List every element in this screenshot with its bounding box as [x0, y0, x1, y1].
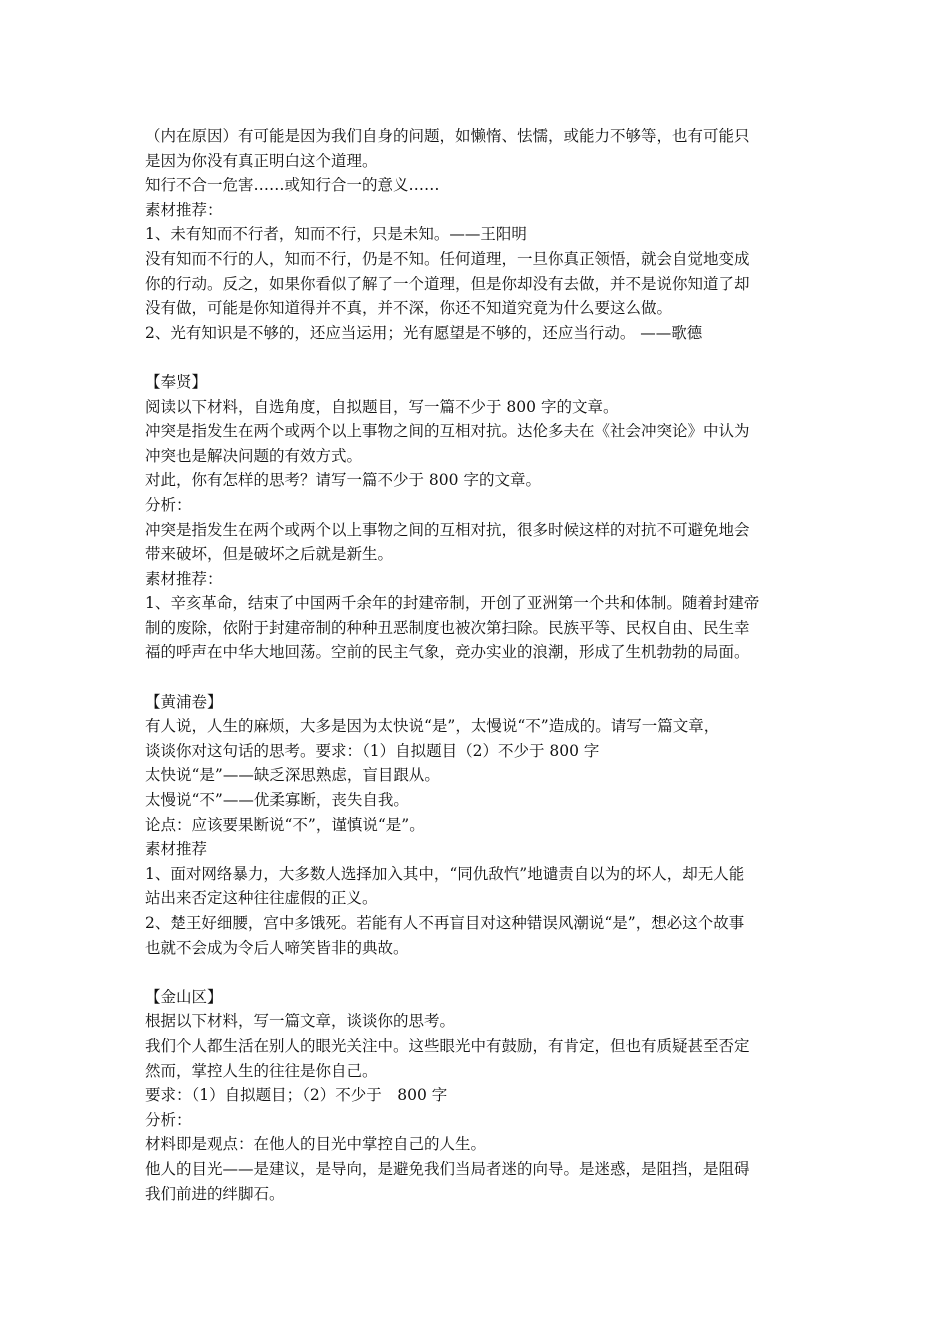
paragraph-line: （内在原因）有可能是因为我们自身的问题，如懒惰、怯懦，或能力不够等，也有可能只	[145, 127, 750, 145]
paragraph-line: 冲突是指发生在两个或两个以上事物之间的互相对抗，很多时候这样的对抗不可避免地会	[145, 520, 750, 539]
paragraph-line: 太慢说“不”——优柔寡断，丧失自我。	[145, 791, 409, 810]
paragraph-line: 没有知而不行的人，知而不行，仍是不知。任何道理，一旦你真正领悟，就会自觉地变成	[145, 249, 750, 268]
paragraph-line: 然而，掌控人生的往往是你自己。	[145, 1061, 378, 1080]
paragraph-line: 是因为你没有真正明白这个道理。	[145, 151, 378, 170]
paragraph-line: 我们前进的绊脚石。	[145, 1184, 285, 1203]
paragraph-line: 要求：（1）自拟题目；（2）不少于 800 字	[145, 1086, 448, 1105]
paragraph-line: 素材推荐：	[145, 200, 223, 219]
blank-line	[145, 665, 810, 690]
paragraph-line: 冲突也是解决问题的有效方式。	[145, 446, 363, 465]
paragraph-line: 福的呼声在中华大地回荡。空前的民主气象，竞办实业的浪潮，形成了生机勃勃的局面。	[145, 643, 750, 662]
paragraph-line: 谈谈你对这句话的思考。要求：（1）自拟题目（2）不少于 800 字	[145, 741, 600, 760]
paragraph-line: 对此，你有怎样的思考？请写一篇不少于 800 字的文章。	[145, 471, 541, 490]
paragraph-line: 知行不合一危害……或知行合一的意义……	[145, 176, 440, 195]
paragraph-line: 也就不会成为令后人啼笑皆非的典故。	[145, 938, 409, 957]
fengxian-section	[145, 370, 810, 665]
paragraph-line: 1、未有知而不行者，知而不行，只是未知。——王阳明	[145, 225, 527, 244]
paragraph-line: 带来破坏，但是破坏之后就是新生。	[145, 545, 394, 564]
paragraph-line: 1、面对网络暴力，大多数人选择加入其中，“同仇敌忾”地谴责自以为的坏人，却无人能	[145, 864, 745, 883]
paragraph-line: 素材推荐：	[145, 569, 223, 588]
document-page	[145, 124, 810, 1206]
intro-section	[145, 124, 810, 345]
paragraph-line: 分析：	[145, 1110, 192, 1129]
blank-line	[145, 345, 810, 370]
paragraph-line: 1、辛亥革命，结束了中国两千余年的封建帝制，开创了亚洲第一个共和体制。随着封建帝	[145, 594, 760, 613]
paragraph-line: 制的废除，依附于封建帝制的种种丑恶制度也被次第扫除。民族平等、民权自由、民生幸	[145, 618, 750, 637]
huangpu-section	[145, 690, 810, 961]
section-heading: 【黄浦卷】	[145, 692, 223, 711]
jinshan-section	[145, 985, 810, 1206]
section-heading: 【金山区】	[145, 987, 223, 1006]
paragraph-line: 有人说，人生的麻烦，大多是因为太快说“是”，太慢说“不”造成的。请写一篇文章，	[145, 717, 720, 736]
paragraph-line: 你的行动。反之，如果你看似了解了一个道理，但是你却没有去做，并不是说你知道了却	[145, 274, 750, 293]
paragraph-line: 2、楚王好细腰，宫中多饿死。若能有人不再盲目对这种错误风潮说“是”，想必这个故事	[145, 914, 745, 932]
paragraph-line: 材料即是观点：在他人的目光中掌控自己的人生。	[145, 1135, 487, 1154]
paragraph-line: 阅读以下材料，自选角度，自拟题目，写一篇不少于 800 字的文章。	[145, 397, 619, 416]
paragraph-line: 2、光有知识是不够的，还应当运用；光有愿望是不够的，还应当行动。 ——歌德	[145, 323, 703, 342]
paragraph-line: 冲突是指发生在两个或两个以上事物之间的互相对抗。达伦多夫在《社会冲突论》中认为	[145, 422, 750, 441]
paragraph-line: 他人的目光——是建议，是导向，是避免我们当局者迷的向导。是迷惑，是阻挡，是阻碍	[145, 1159, 750, 1178]
paragraph-line: 我们个人都生活在别人的眼光关注中。这些眼光中有鼓励，有肯定，但也有质疑甚至否定	[145, 1036, 750, 1055]
paragraph-line: 分析：	[145, 495, 192, 514]
paragraph-line: 素材推荐	[145, 840, 208, 859]
paragraph-line: 没有做，可能是你知道得并不真，并不深，你还不知道究竟为什么要这么做。	[145, 299, 673, 318]
section-heading: 【奉贤】	[145, 372, 208, 391]
paragraph-line: 论点：应该要果断说“不”，谨慎说“是”。	[145, 815, 425, 834]
blank-line	[145, 960, 810, 985]
paragraph-line: 根据以下材料，写一篇文章，谈谈你的思考。	[145, 1012, 456, 1031]
paragraph-line: 站出来否定这种往往虚假的正义。	[145, 889, 378, 908]
paragraph-line: 太快说“是”——缺乏深思熟虑，盲目跟从。	[145, 766, 440, 785]
